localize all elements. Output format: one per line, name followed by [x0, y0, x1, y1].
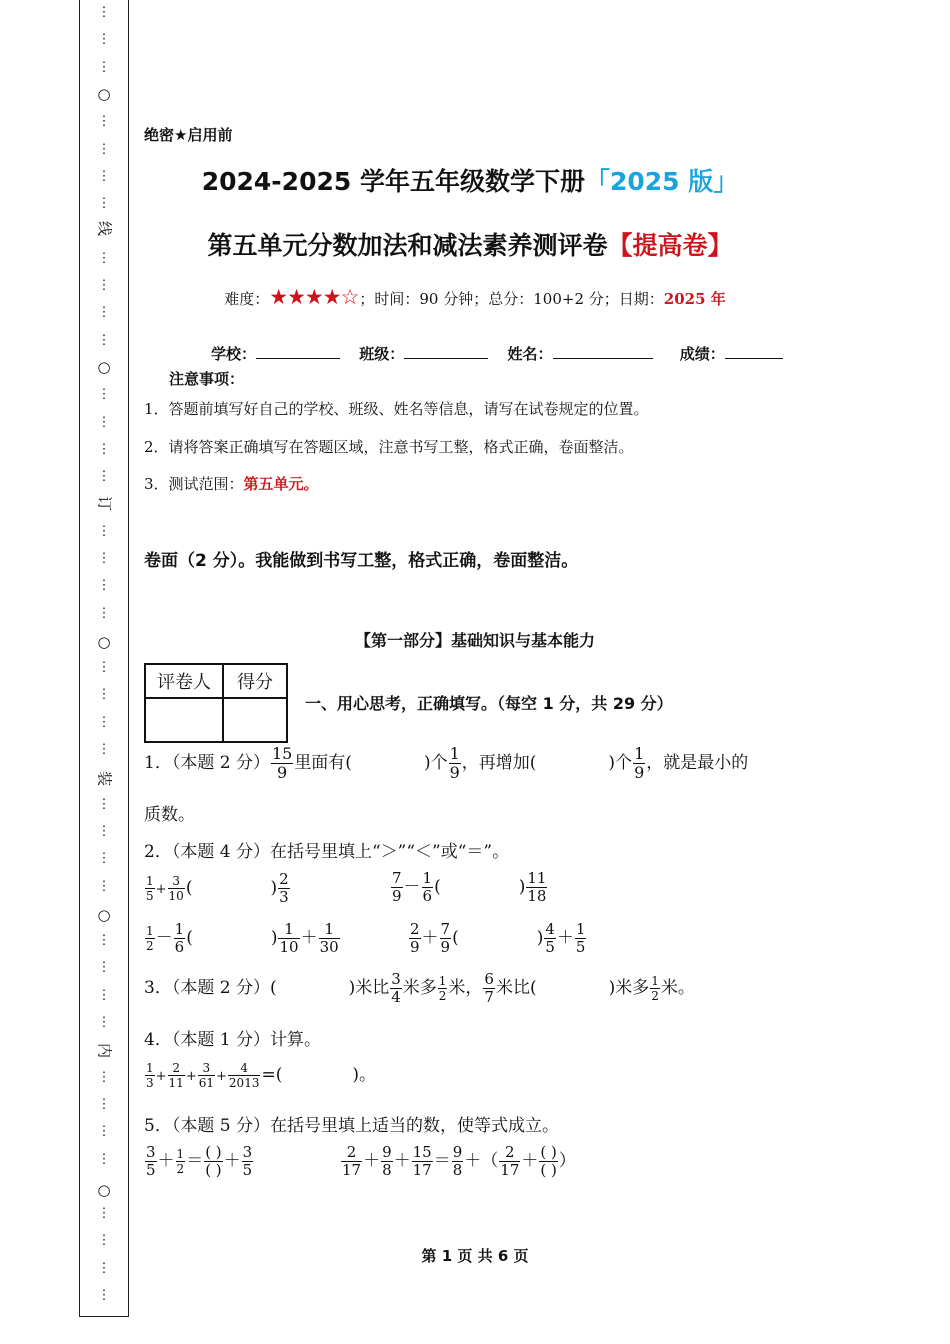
school-field[interactable] — [256, 342, 340, 359]
meta-rest: ；时间：90 分钟；总分：100+2 分；日期： — [359, 290, 664, 308]
question-4: 4．（本题 1 分）计算。 — [144, 1030, 321, 1050]
exam-date: 2025 年 — [663, 290, 726, 308]
q1-text: 里面有( — [294, 753, 352, 773]
dotted-cut-line: ⋮ — [97, 524, 111, 539]
binding-hole-icon: ○ — [97, 358, 111, 376]
dotted-cut-line: ⋮ — [97, 333, 111, 348]
binding-hole-icon: ○ — [97, 906, 111, 924]
exam-title — [0, 162, 950, 198]
question-1-cont: 质数。 — [144, 805, 195, 825]
q2-compare-3: $\frac{1}{2}$ － $\frac{1}{6}$ ( ) $\frac{1}{10}$ ＋ $\frac{1}{30}$ — [146, 920, 339, 956]
dotted-cut-line: ⋮ — [97, 715, 111, 730]
binding-hole-icon: ○ — [97, 1181, 111, 1199]
fraction: $\frac{15}{9}$ — [271, 744, 293, 782]
dotted-cut-line: ⋮ — [97, 742, 111, 757]
test-scope: 第五单元。 — [243, 475, 319, 493]
score-field[interactable] — [725, 342, 783, 359]
dotted-cut-line: ⋮ — [97, 1261, 111, 1276]
difficulty-label: 难度： — [224, 290, 270, 308]
q1-text: ，再增加( — [461, 753, 537, 773]
dotted-cut-line: ⋮ — [97, 114, 111, 129]
dotted-cut-line: ⋮ — [97, 797, 111, 812]
q3-text: )米多 — [608, 978, 650, 998]
dotted-cut-line: ⋮ — [97, 442, 111, 457]
secret-label: 绝密★启用前 — [144, 126, 233, 144]
dotted-cut-line: ⋮ — [97, 879, 111, 894]
dotted-cut-line: ⋮ — [97, 687, 111, 702]
q2-compare-1: $\frac{1}{5}$ + $\frac{3}{10}$ ( ) $\frac{2}{3}$ — [146, 870, 289, 906]
question-2: 2．（本题 4 分）在括号里填上“＞”“＜”或“＝”。 — [144, 842, 510, 862]
q3-text: 米。 — [660, 978, 695, 998]
q4-equation: $\frac{1}{3}$ + $\frac{2}{11}$ + $\frac{3}{61}$ + $\frac{4}{2013}$ =( )。 — [146, 1061, 376, 1090]
q5-equation-1: $\frac{3}{5}$ ＋ $\frac{1}{2}$ ＝ $\frac{( )}{( )}$ ＋ $\frac{3}{5}$ — [146, 1143, 253, 1179]
dotted-cut-line: ⋮ — [97, 1124, 111, 1139]
class-label: 班级： — [359, 345, 405, 363]
part1-title: 【第一部分】基础知识与基本能力 — [354, 631, 595, 650]
dotted-cut-line: ⋮ — [97, 824, 111, 839]
binding-label: 装 — [95, 770, 114, 786]
q1-text: ，就是最小的 — [646, 753, 749, 773]
class-field[interactable] — [404, 342, 488, 359]
dotted-cut-line: ⋮ — [97, 278, 111, 293]
dotted-cut-line: ⋮ — [97, 142, 111, 157]
dotted-cut-line: ⋮ — [97, 60, 111, 75]
dotted-cut-line: ⋮ — [97, 551, 111, 566]
dotted-cut-line: ⋮ — [97, 415, 111, 430]
q1-text: )个 — [608, 753, 633, 773]
dotted-cut-line: ⋮ — [97, 251, 111, 266]
q4-eq-end: )。 — [352, 1065, 376, 1085]
dotted-cut-line: ⋮ — [97, 1097, 111, 1112]
dotted-cut-line: ⋮ — [97, 196, 111, 211]
binding-label: 线 — [95, 220, 114, 236]
dotted-cut-line: ⋮ — [97, 606, 111, 621]
dotted-cut-line: ⋮ — [97, 1288, 111, 1303]
dotted-cut-line: ⋮ — [97, 169, 111, 184]
exam-subtitle — [0, 226, 950, 262]
q3-text: 米， — [448, 978, 483, 998]
subtitle-tag: 【提高卷】 — [607, 231, 733, 260]
binding-label: 订 — [95, 495, 114, 511]
question-1 — [144, 746, 748, 781]
dotted-cut-line: ⋮ — [97, 1070, 111, 1085]
note-item-3-prefix: 3．测试范围： — [144, 475, 244, 493]
title-main: 2024-2025 学年五年级数学下册 — [201, 167, 585, 196]
name-field[interactable] — [553, 342, 653, 359]
binding-hole-icon: ○ — [97, 633, 111, 651]
dotted-cut-line: ⋮ — [97, 1015, 111, 1030]
q3-text: )米比 — [348, 978, 390, 998]
binding-hole-icon: ○ — [97, 85, 111, 103]
note-item-2: 2．请将答案正确填写在答题区域，注意书写工整，格式正确，卷面整洁。 — [144, 438, 634, 456]
name-label: 姓名： — [507, 345, 553, 363]
dotted-cut-line: ⋮ — [97, 32, 111, 47]
subtitle-main: 第五单元分数加法和减法素养测评卷 — [207, 231, 608, 260]
q3-prefix: 3．（本题 2 分）( — [144, 978, 277, 998]
q3-text: 米多 — [402, 978, 437, 998]
dotted-cut-line: ⋮ — [97, 933, 111, 948]
reviewer-cell[interactable] — [145, 698, 223, 742]
q2-compare-4: $\frac{2}{9}$ ＋ $\frac{7}{9}$ ( ) $\frac{4}{5}$ ＋ $\frac{1}{5}$ — [410, 920, 586, 956]
q2-compare-2: $\frac{7}{9}$ － $\frac{1}{6}$ ( ) $\frac{11}{18}$ — [392, 869, 547, 905]
note-item-1: 1．答题前填写好自己的学校、班级、姓名等信息，请写在试卷规定的位置。 — [144, 400, 649, 418]
fraction: $\frac{1}{9}$ — [449, 744, 460, 782]
neatness-statement: 卷面（2 分）。我能做到书写工整，格式正确，卷面整洁。 — [144, 551, 579, 571]
dotted-cut-line: ⋮ — [97, 960, 111, 975]
question-5: 5．（本题 5 分）在括号里填上适当的数，使等式成立。 — [144, 1116, 559, 1136]
reviewer-header: 评卷人 — [145, 664, 223, 698]
q1-prefix: 1．（本题 2 分） — [144, 753, 270, 773]
q3-text: 米比( — [495, 978, 537, 998]
dotted-cut-line: ⋮ — [97, 5, 111, 20]
dotted-cut-line: ⋮ — [97, 1152, 111, 1167]
section1-title: 一、用心思考，正确填写。（每空 1 分，共 29 分） — [305, 694, 673, 713]
star-filled-icon: ★★★★ — [269, 285, 341, 309]
fraction: $\frac{1}{9}$ — [634, 744, 645, 782]
score-table — [144, 663, 288, 743]
dotted-cut-line: ⋮ — [97, 469, 111, 484]
note-item-3 — [144, 473, 319, 494]
notes-heading: 注意事项： — [169, 370, 245, 388]
dotted-cut-line: ⋮ — [97, 305, 111, 320]
page-footer: 第 1 页 共 6 页 — [421, 1247, 529, 1265]
school-label: 学校： — [211, 345, 257, 363]
title-edition: 「2025 版」 — [584, 167, 739, 196]
score-header: 得分 — [223, 664, 287, 698]
q1-text: )个 — [423, 753, 448, 773]
question-3: 3．（本题 2 分）( )米比 $\frac{3}{4}$ 米多 $\frac{1}{2}$ 米， $\frac{6}{7}$ 米比( )米多 $\frac{1}{2}$ 米。 — [144, 970, 695, 1006]
dotted-cut-line: ⋮ — [97, 851, 111, 866]
q5-equation-2: $\frac{2}{17}$ ＋ $\frac{9}{8}$ ＋ $\frac{15}{17}$ ＝ $\frac{9}{8}$ ＋（ $\frac{2}{17}$ ＋ $\frac{( )}{( )}$ ） — [342, 1143, 576, 1179]
dotted-cut-line: ⋮ — [97, 1233, 111, 1248]
dotted-cut-line: ⋮ — [97, 988, 111, 1003]
info-line — [211, 342, 783, 364]
dotted-cut-line: ⋮ — [97, 1206, 111, 1221]
dotted-cut-line: ⋮ — [97, 660, 111, 675]
dotted-cut-line: ⋮ — [97, 387, 111, 402]
score-cell[interactable] — [223, 698, 287, 742]
score-label: 成绩： — [679, 345, 725, 363]
dotted-cut-line: ⋮ — [97, 578, 111, 593]
binding-label: 内 — [95, 1042, 114, 1058]
exam-meta — [0, 285, 950, 309]
star-empty-icon: ☆ — [340, 285, 360, 309]
